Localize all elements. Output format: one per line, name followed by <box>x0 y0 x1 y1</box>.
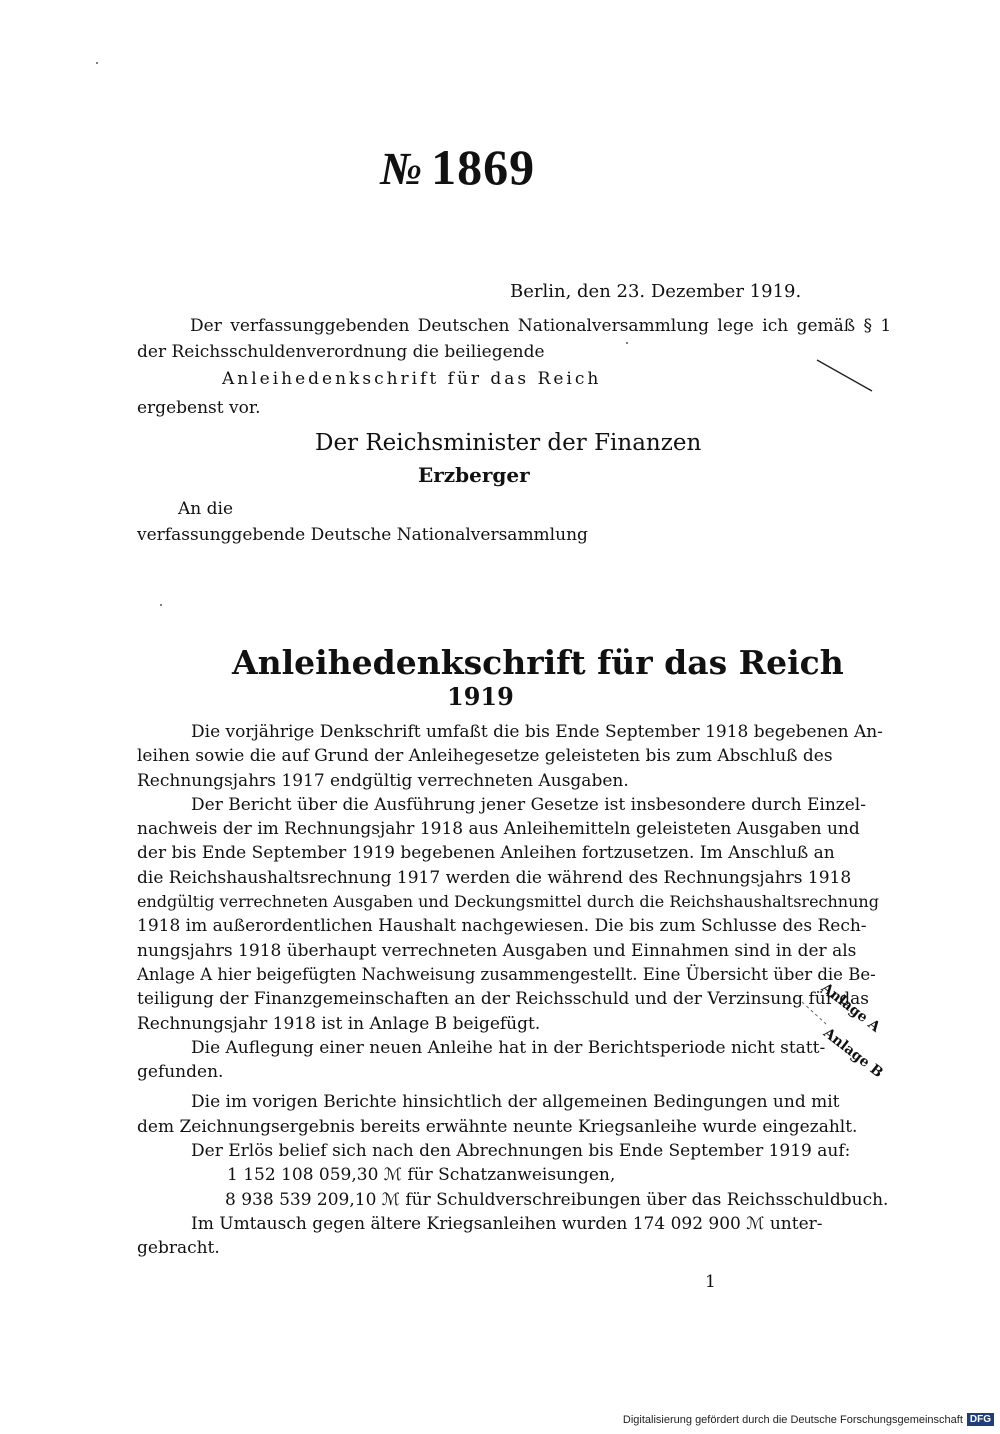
text-line: der bis Ende September 1919 begebenen Anleihen fortzusetzen. Im Anschluß an <box>137 843 835 864</box>
document-year: 1919 <box>447 682 514 711</box>
scan-speck <box>626 342 628 344</box>
text-line: nachweis der im Rechnungsjahr 1918 aus Anleihemitteln geleisteten Ausgaben und <box>137 819 860 840</box>
letter-line-4: ergebenst vor. <box>137 398 261 418</box>
text-line: Die vorjährige Denkschrift umfaßt die bis Ende September 1918 begebenen An- <box>191 722 883 742</box>
text-line: die Reichshaushaltsrechnung 1917 werden die während des Rechnungsjahrs 1918 <box>137 867 852 888</box>
margin-stroke <box>815 358 875 394</box>
amount-line: 1 152 108 059,30 ℳ für Schatzanweisungen, <box>227 1165 616 1186</box>
margin-note-anlage-a: Anlage A <box>818 980 884 1036</box>
number-value: 1869 <box>431 139 536 195</box>
paragraph-4 <box>137 1090 889 1211</box>
margin-note-anlage-b: Anlage B <box>820 1025 886 1082</box>
paragraph-2 <box>137 793 879 1036</box>
scan-speck <box>96 62 98 64</box>
text-line: 1918 im außerordentlichen Haushalt nachgewiesen. Die bis zum Schlusse des Rech- <box>137 916 867 937</box>
paragraph-3 <box>137 1036 826 1085</box>
text-line: Der Erlös belief sich nach den Abrechnungen bis Ende September 1919 auf: <box>191 1141 851 1162</box>
text-line: Die im vorigen Berichte hinsichtlich der allgemeinen Bedingungen und mit <box>191 1092 840 1113</box>
text-line: leihen sowie die auf Grund der Anleihegesetze geleisteten bis zum Abschluß des <box>137 746 833 767</box>
dfg-logo: DFG <box>967 1413 994 1426</box>
text-line: gebracht. <box>137 1238 220 1259</box>
text-line: Rechnungsjahrs 1917 endgültig verrechneten Ausgaben. <box>137 770 629 791</box>
body-text <box>137 720 889 1261</box>
letter-doc-title: Anleihedenkschrift für das Reich <box>222 369 602 389</box>
letter-line-1: Der verfassunggebenden Deutschen Nationalversammlung lege ich gemäß § 1 <box>190 316 892 336</box>
paragraph-1 <box>137 720 883 793</box>
addressee-line-1: An die <box>178 499 234 519</box>
signature-name: Erzberger <box>418 463 530 487</box>
document-number <box>380 138 535 196</box>
amount-line: 8 938 539 209,10 ℳ für Schuldverschreibungen über das Reichsschuldbuch. <box>225 1189 889 1210</box>
margin-note-pointer <box>800 1000 830 1030</box>
text-line: Der Bericht über die Ausführung jener Gesetze ist insbesondere durch Einzel- <box>191 794 866 815</box>
page-number: 1 <box>705 1272 716 1292</box>
text-line: Die Auflegung einer neuen Anleihe hat in der Berichtsperiode nicht statt- <box>191 1037 826 1058</box>
text-line: teiligung der Finanzgemeinschaften an der Reichsschuld und der Verzinsung für das <box>137 989 869 1010</box>
text-line: gefunden. <box>137 1062 224 1083</box>
text-line: Rechnungsjahr 1918 ist in Anlage B beigefügt. <box>137 1013 541 1034</box>
footer-text: Digitalisierung gefördert durch die Deutsche Forschungsgemeinschaft <box>622 1413 963 1426</box>
number-prefix: № <box>380 143 424 194</box>
text-line: Anlage A hier beigefügten Nachweisung zusammengestellt. Eine Übersicht über die Be- <box>137 964 876 984</box>
text-line: nungsjahrs 1918 überhaupt verrechneten Ausgaben und Einnahmen sind in der als <box>137 940 857 961</box>
letter-line-2: der Reichsschuldenverordnung die beiliegende <box>137 342 545 362</box>
text-line: dem Zeichnungsergebnis bereits erwähnte neunte Kriegsanleihe wurde eingezahlt. <box>137 1116 858 1137</box>
paragraph-5 <box>137 1212 823 1261</box>
scan-speck <box>160 604 162 606</box>
document-title: Anleihedenkschrift für das Reich <box>232 643 844 682</box>
signature-title: Der Reichsminister der Finanzen <box>315 430 702 456</box>
date-line: Berlin, den 23. Dezember 1919. <box>510 281 802 302</box>
text-line: endgültig verrechneten Ausgaben und Deckungsmittel durch die Reichshaushaltsrechnung <box>137 892 879 912</box>
text-line: Im Umtausch gegen ältere Kriegsanleihen wurden 174 092 900 ℳ unter- <box>191 1213 823 1234</box>
digitization-footer <box>623 1413 994 1426</box>
addressee-line-2: verfassunggebende Deutsche Nationalversammlung <box>137 525 588 545</box>
